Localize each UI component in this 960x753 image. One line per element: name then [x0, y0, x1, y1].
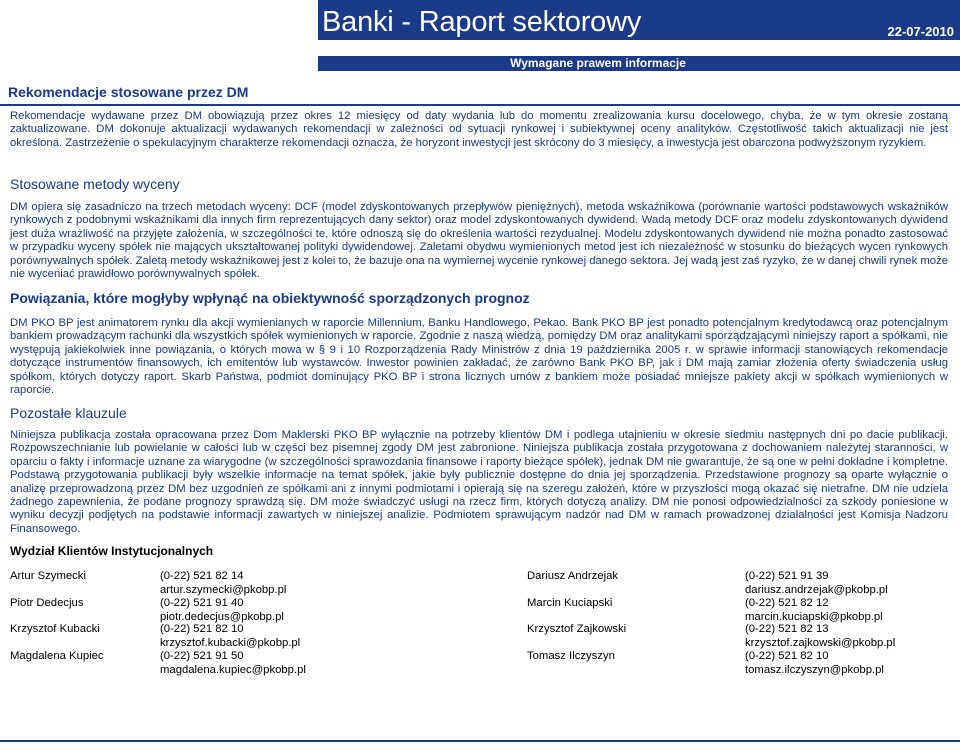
- contact-name: Tomasz Ilczyszyn: [527, 650, 615, 662]
- contact-email[interactable]: artur.szymecki@pkobp.pl: [160, 584, 287, 596]
- contact-name: Magdalena Kupiec: [10, 650, 104, 662]
- recommendations-text: Rekomendacje wydawane przez DM obowiązują przez okres 12 miesięcy od daty wydania lub do momentu zrealizowania kursu docelowego, chyba, że w tym okresie zostaną zaktualizowane. DM dokonuje aktualizacji wydawanych rekomendacji w zależności od sytuacji rynkowej i subiektywnej oceny analityków. Częstotliwość takich aktualizacji nie jest określona. Zastrzeżenie o spekulacyjnym charakterze rekomendacji oznacza, że horyzont inwestycji jest skrócony do 3 miesięcy, a inwestycja jest obarczona podwyższonym ryzykiem.: [10, 110, 948, 149]
- contact-phone: (0-22) 521 82 14: [160, 570, 244, 582]
- contact-email[interactable]: krzysztof.zajkowski@pkobp.pl: [745, 637, 896, 649]
- contact-phone: (0-22) 521 91 50: [160, 650, 244, 662]
- page-title: Banki - Raport sektorowy: [322, 6, 642, 38]
- subtitle: Wymagane prawem informacje: [510, 56, 686, 70]
- valuation-text: DM opiera się zasadniczo na trzech metodach wyceny: DCF (model zdyskontowanych przepływów pieniężnych), metoda wskaźnikowa (porównanie wartości podstawowych wskaźników rynkowych z podobnymi wskaźnikami dla innych firm reprezentujących dany sektor) oraz model zdyskontowanych dywidend. Wadą metody DCF oraz modelu zdyskontowanych dywidend jest duża wrażliwość na przyjęte założenia, w szczególności te, które odnoszą się do określenia wartości rezydualnej. Modelu zdyskontowanych dywidend nie można ponadto zastosować w przypadku wyceny spółek nie mających ukształtowanej polityki dywidendowej. Zaletami obydwu wymienionych metod jest ich niezależność w stosunku do bieżących wycen rynkowych porównywalnych spółek. Zaletą metody wskaźnikowej jest z kolei to, że bazuje ona na wymiernej wycenie rynkowej danego sektora. Jej wadą jest zaś ryzyko, że w danej chwili rynek może nie wyceniać prawidłowo porównywalnych spółek.: [10, 201, 948, 281]
- report-date: 22-07-2010: [887, 24, 954, 39]
- header-left-blank: [0, 0, 318, 40]
- contact-phone: (0-22) 521 82 13: [745, 623, 829, 635]
- contact-email[interactable]: dariusz.andrzejak@pkobp.pl: [745, 584, 888, 596]
- contact-phone: (0-22) 521 82 10: [160, 623, 244, 635]
- contact-email[interactable]: krzysztof.kubacki@pkobp.pl: [160, 637, 301, 649]
- connections-text: DM PKO BP jest animatorem rynku dla akcji wymienianych w raporcie Millennium, Banku Handlowego, Pekao. Bank PKO BP jest ponadto potencjalnym kredytodawcą oraz potencjalnym bankiem prowadzącym rachunki dla wszystkich spółek wymienionych w raporcie. Zgodnie z naszą wiedzą, pomiędzy DM oraz analitykami sporządzającymi niniejszy raport a spółkami, nie występują jakiekolwiek inne powiązania, o których mowa w § 9 i 10 Rozporządzenia Rady Ministrów z dnia 19 października 2005 r. w sprawie informacji stanowiących rekomendacje dotyczące instrumentów finansowych, ich emitentów lub wystawców. Inwestor powinien zakładać, że zarówno Bank PKO BP, jak i DM mają zamiar złożenia oferty świadczenia usług spółkom, których dotyczy raport. Skarb Państwa, podmiot dominujący PKO BP i strona licznych umów z bankiem może posiadać mniejsze pakiety akcji w spółkach wymienionych w raporcie.: [10, 317, 948, 397]
- contact-phone: (0-22) 521 91 40: [160, 597, 244, 609]
- contact-email[interactable]: tomasz.ilczyszyn@pkobp.pl: [745, 664, 884, 676]
- recommendations-title: Rekomendacje stosowane przez DM: [8, 84, 249, 100]
- contact-name: Marcin Kuciapski: [527, 597, 613, 609]
- contact-name: Piotr Dedecjus: [10, 597, 84, 609]
- contact-name: Dariusz Andrzejak: [527, 570, 619, 582]
- connections-title: Powiązania, które mogłyby wpłynąć na obiektywność sporządzonych prognoz: [10, 290, 530, 306]
- divider: [0, 104, 960, 106]
- contact-name: Krzysztof Zajkowski: [527, 623, 627, 635]
- other-title: Pozostałe klauzule: [10, 405, 127, 421]
- clients-title: Wydział Klientów Instytucjonalnych: [10, 544, 214, 558]
- valuation-title: Stosowane metody wyceny: [10, 176, 180, 192]
- contact-phone: (0-22) 521 82 12: [745, 597, 829, 609]
- contact-name: Krzysztof Kubacki: [10, 623, 100, 635]
- footer-divider: [0, 740, 960, 742]
- contact-email[interactable]: magdalena.kupiec@pkobp.pl: [160, 664, 306, 676]
- contact-phone: (0-22) 521 91 39: [745, 570, 829, 582]
- contact-email[interactable]: piotr.dedecjus@pkobp.pl: [160, 611, 284, 623]
- contact-name: Artur Szymecki: [10, 570, 86, 582]
- contact-phone: (0-22) 521 82 10: [745, 650, 829, 662]
- subtitle-band: [318, 56, 960, 71]
- other-text: Niniejsza publikacja została opracowana przez Dom Maklerski PKO BP wyłącznie na potrzeby klientów DM i podlega utajnieniu w okresie siedmiu następnych dni po dacie publikacji. Rozpowszechnianie lub powielanie w całości lub w części bez pisemnej zgody DM jest zabronione. Niniejsza publikacja została przygotowana z dochowaniem należytej staranności, w oparciu o fakty i informacje uznane za wiarygodne (w szczególności sprawozdania finansowe i raporty bieżące spółek), jednak DM nie gwarantuje, że są one w pełni dokładne i kompletne. Podstawą przygotowania publikacji były wszelkie informacje na temat spółek, jakie były publicznie dostępne do dnia jej sporządzenia. Przedstawione prognozy są oparte wyłącznie o analizę przeprowadzoną przez DM bez uzgodnień ze spółkami ani z innymi podmiotami i opierają się na szeregu założeń, które w przyszłości mogą okazać się nietrafne. DM nie udziela żadnego zapewnienia, że podane prognozy sprawdzą się. DM może świadczyć usługi na rzecz firm, których dotyczą analizy. DM nie ponosi odpowiedzialności za szkody poniesione w wyniku decyzji podjętych na podstawie informacji zawartych w niniejszej analizie. Podmiotem sprawującym nadzór nad DM w ramach prowadzonej działalności jest Komisja Nadzoru Finansowego.: [10, 429, 948, 535]
- contact-email[interactable]: marcin.kuciapski@pkobp.pl: [745, 611, 883, 623]
